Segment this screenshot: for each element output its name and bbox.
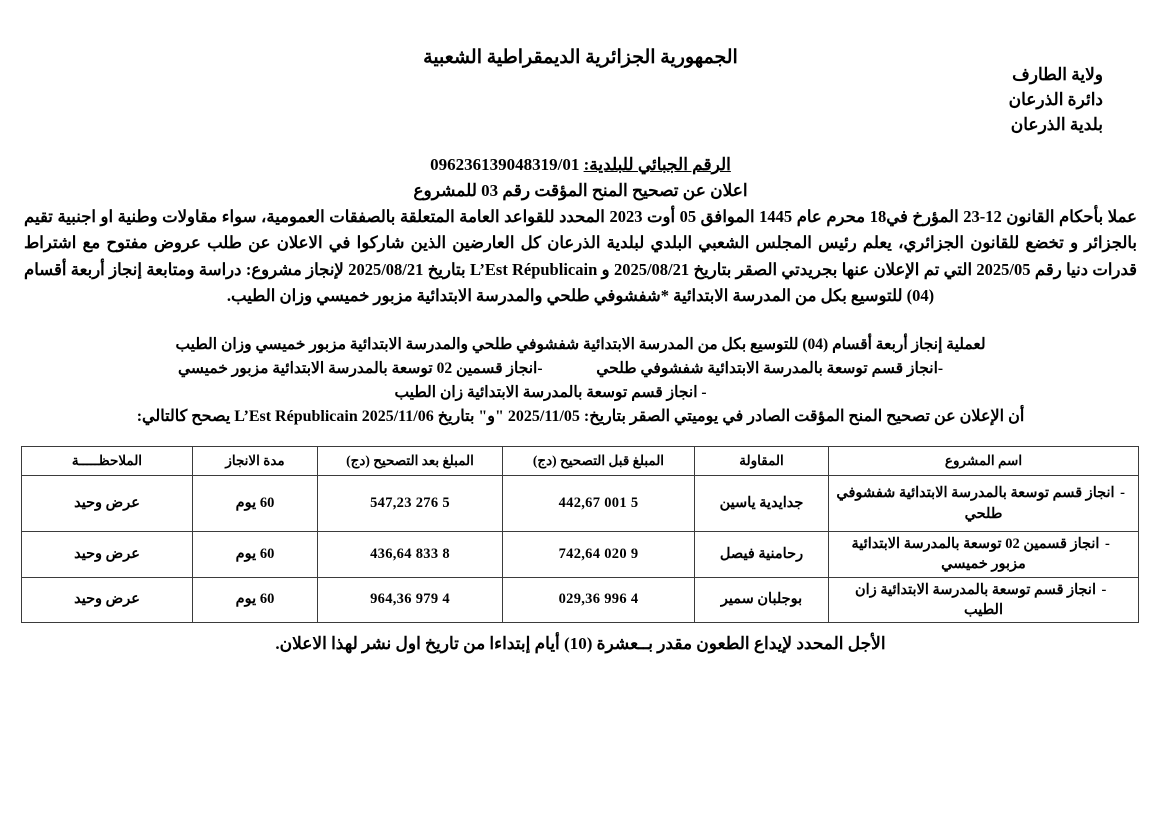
scope-line-2b: -انجاز قسمين 02 توسعة بالمدرسة الابتدائية مزبور خميسي [177,360,543,378]
project-scope-block [24,333,1137,405]
cell-amount-after: 4 979 964,36 [318,577,503,623]
cell-project-text: انجاز قسمين 02 توسعة بالمدرسة الابتدائية مزبور خميسي [851,536,1100,573]
row-dash: - [1105,536,1110,552]
correction-statement-part2: يصحح كالتالي: [136,408,231,425]
header-project: اسم المشروع [829,447,1139,476]
award-table [21,446,1139,623]
table-row [22,577,1139,623]
wilaya-label: ولاية الطارف [1012,65,1103,84]
award-table-wrapper [22,446,1139,623]
legal-paragraph-part1: عملا بأحكام القانون 12-23 المؤرخ في18 محرم عام 1445 الموافق 05 أوت 2023 المحدد للقواعد العامة المتعلقة بالصفقات العمومية، سواء مقاولات وطنية او اجنبية تقيم بالجزائر و تخضع للقانون الجزائري، يعلم رئيس المجلس الشعبي البلدي لبلدية الذرعان كل العارضين الذين شاركوا في الاعلان عن طلب عروض مفتوح مع اشتراط قدرات دنيا رقم 2025/05 التي تم الإعلان عنها بجريدتي الصقر بتاريخ 2025/08/21 و [24,207,1138,279]
cell-project-text: انجاز قسم توسعة بالمدرسة الابتدائية زان الطيب [855,581,1096,618]
correction-statement [24,406,1137,426]
correction-newspaper-latin: L’Est Républicain [234,408,358,425]
newspaper-name-latin: L’Est Républicain [469,259,598,279]
cell-duration: 60 يوم [193,577,318,623]
cell-remark: عرض وحيد [22,577,193,623]
cell-amount-after: 5 276 547,23 [318,476,503,532]
cell-company: جدايدية ياسين [695,476,829,532]
table-row [22,476,1139,532]
cell-project-text: انجاز قسم توسعة بالمدرسة الابتدائية شفشوفي طلحي [836,485,1115,522]
legal-paragraph-part2: بتاريخ 2025/08/21 لإنجاز مشروع: دراسة ومتابعة إنجاز أربعة أقسام (04) للتوسيع بكل من المدرسة الابتدائية *شفشوفي طلحي والمدرسة الابتدائية مزبور خميسي وزان الطيب. [24,259,935,306]
correction-statement-part1: أن الإعلان عن تصحيح المنح المؤقت الصادر في يوميتي الصقر بتاريخ: 2025/11/05 "و" بتاريخ 2025/11/06 [361,408,1025,425]
daira-label: دائرة الذرعان [1008,90,1103,110]
header-amount-after: المبلغ بعد التصحيح (دج) [318,447,503,476]
table-row [22,532,1139,578]
fiscal-number-line [0,155,1161,175]
header-duration: مدة الانجاز [193,447,318,476]
cell-amount-after: 8 833 436,64 [318,532,503,578]
cell-duration: 60 يوم [193,476,318,532]
scope-line-3: - انجاز قسم توسعة بالمدرسة الابتدائية زان الطيب [394,384,707,402]
appeal-deadline-note: الأجل المحدد لإيداع الطعون مقدر بــعشرة (10) أيام إبتداءا من تاريخ اول نشر لهذا الاعلان. [275,634,886,653]
cell-company: بوجلبان سمير [695,577,829,623]
cell-amount-before: 9 020 742,64 [503,532,695,578]
cell-project [829,577,1139,623]
cell-amount-before: 4 996 029,36 [503,577,695,623]
cell-remark: عرض وحيد [22,532,193,578]
cell-amount-before: 5 001 442,67 [503,476,695,532]
scope-line-1: لعملية إنجاز أربعة أقسام (04) للتوسيع بكل من المدرسة الابتدائية شفشوفي طلحي والمدرسة الابتدائية مزبور خميسي وزان الطيب [175,336,986,353]
announcement-title: اعلان عن تصحيح المنح المؤقت رقم 03 للمشروع [413,181,748,200]
legal-paragraph [24,204,1137,310]
award-table-head [22,447,1139,476]
row-dash: - [1120,485,1126,502]
scope-line-2a: -انجاز قسم توسعة بالمدرسة الابتدائية شفشوفي طلحي [596,360,944,378]
cell-project [829,476,1139,532]
row-dash: - [1101,581,1107,598]
cell-project [829,532,1139,578]
administration-block [1009,62,1103,137]
cell-company: رحامنية فيصل [695,532,829,578]
baladiya-label: بلدية الذرعان [1010,115,1103,135]
fiscal-number-label: الرقم الجبائي للبلدية: [583,155,731,174]
scope-line-2 [24,357,1137,381]
award-table-body [22,476,1139,623]
header-remark: الملاحظـــــة [22,447,193,476]
fiscal-number-value: 096236139048319/01 [430,155,580,174]
cell-duration: 60 يوم [193,532,318,578]
header-company: المقاولة [695,447,829,476]
cell-remark: عرض وحيد [22,476,193,532]
republic-header: الجمهورية الجزائرية الديمقراطية الشعبية [423,47,738,68]
header-amount-before: المبلغ قبل التصحيح (دج) [503,447,695,476]
table-header-row [22,447,1139,476]
